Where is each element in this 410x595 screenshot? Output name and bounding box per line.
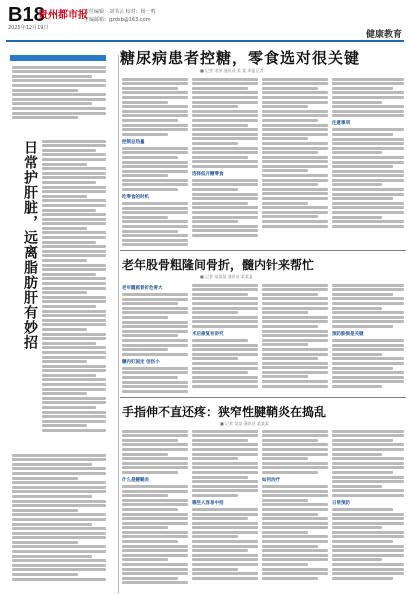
- article-3-col-2: 哪些人容易中招: [192, 428, 258, 592]
- article-2-col-4: 预防跌倒是关键: [332, 282, 404, 394]
- article-3-col-1: 什么是腱鞘炎: [122, 428, 188, 592]
- sidebar-body: [42, 138, 106, 448]
- article-3-headline: 手指伸不直还疼：狭窄性腱鞘炎在捣乱: [122, 405, 327, 419]
- article-2-headline: 老年股骨粗隆间骨折，髓内针来帮忙: [122, 258, 315, 272]
- email-line: 主编邮箱：gzdsb@163.com: [84, 17, 151, 23]
- masthead-rule: [6, 40, 404, 42]
- article-1-col-2: 选择低升糖零食: [192, 76, 258, 248]
- editor-line: 责任编辑：刘书云 校对：杨一鸣: [84, 9, 156, 15]
- sidebar-title: 日常护肝脏，远离脂肪肝有妙招: [22, 140, 38, 350]
- masthead: [0, 0, 410, 50]
- article-3-byline: ■ 记者 某某 通讯员 某某某: [220, 421, 269, 426]
- article-1-divider: [120, 250, 406, 251]
- sidebar-intro: [12, 64, 106, 134]
- sidebar-stripe: [10, 55, 106, 61]
- newspaper-logo: 贵州都市报: [38, 10, 88, 21]
- article-1-col-4: 注意事项: [332, 76, 404, 248]
- article-2-col-2: 术后康复有讲究: [192, 282, 258, 394]
- article-3-col-4: 日常预防: [332, 428, 404, 592]
- page-number: B18: [8, 4, 45, 26]
- article-1-headline: 糖尿病患者控糖，零食选对很关键: [120, 49, 361, 67]
- article-2-divider: [120, 397, 406, 398]
- article-3-col-3: 如何治疗: [262, 428, 328, 592]
- article-2-byline: ■ 记者 张某某 通讯员 某某某: [200, 274, 253, 279]
- article-2-col-1: 老年髋部骨折危害大 髓内钉固定 创伤小: [122, 282, 188, 394]
- sidebar-divider: [118, 55, 119, 593]
- section-title: 健康教育: [365, 30, 402, 40]
- issue-date: 2025年12月19日: [8, 25, 49, 31]
- article-1-col-3: [262, 76, 328, 248]
- article-1-byline: ■ 记者 宋莎 通讯员 张 某 本报记者: [200, 68, 264, 73]
- article-2-col-3: [262, 282, 328, 394]
- sidebar-bottom: [12, 452, 106, 592]
- article-1-col-1: 控制总热量 吃零食的时机: [122, 76, 188, 248]
